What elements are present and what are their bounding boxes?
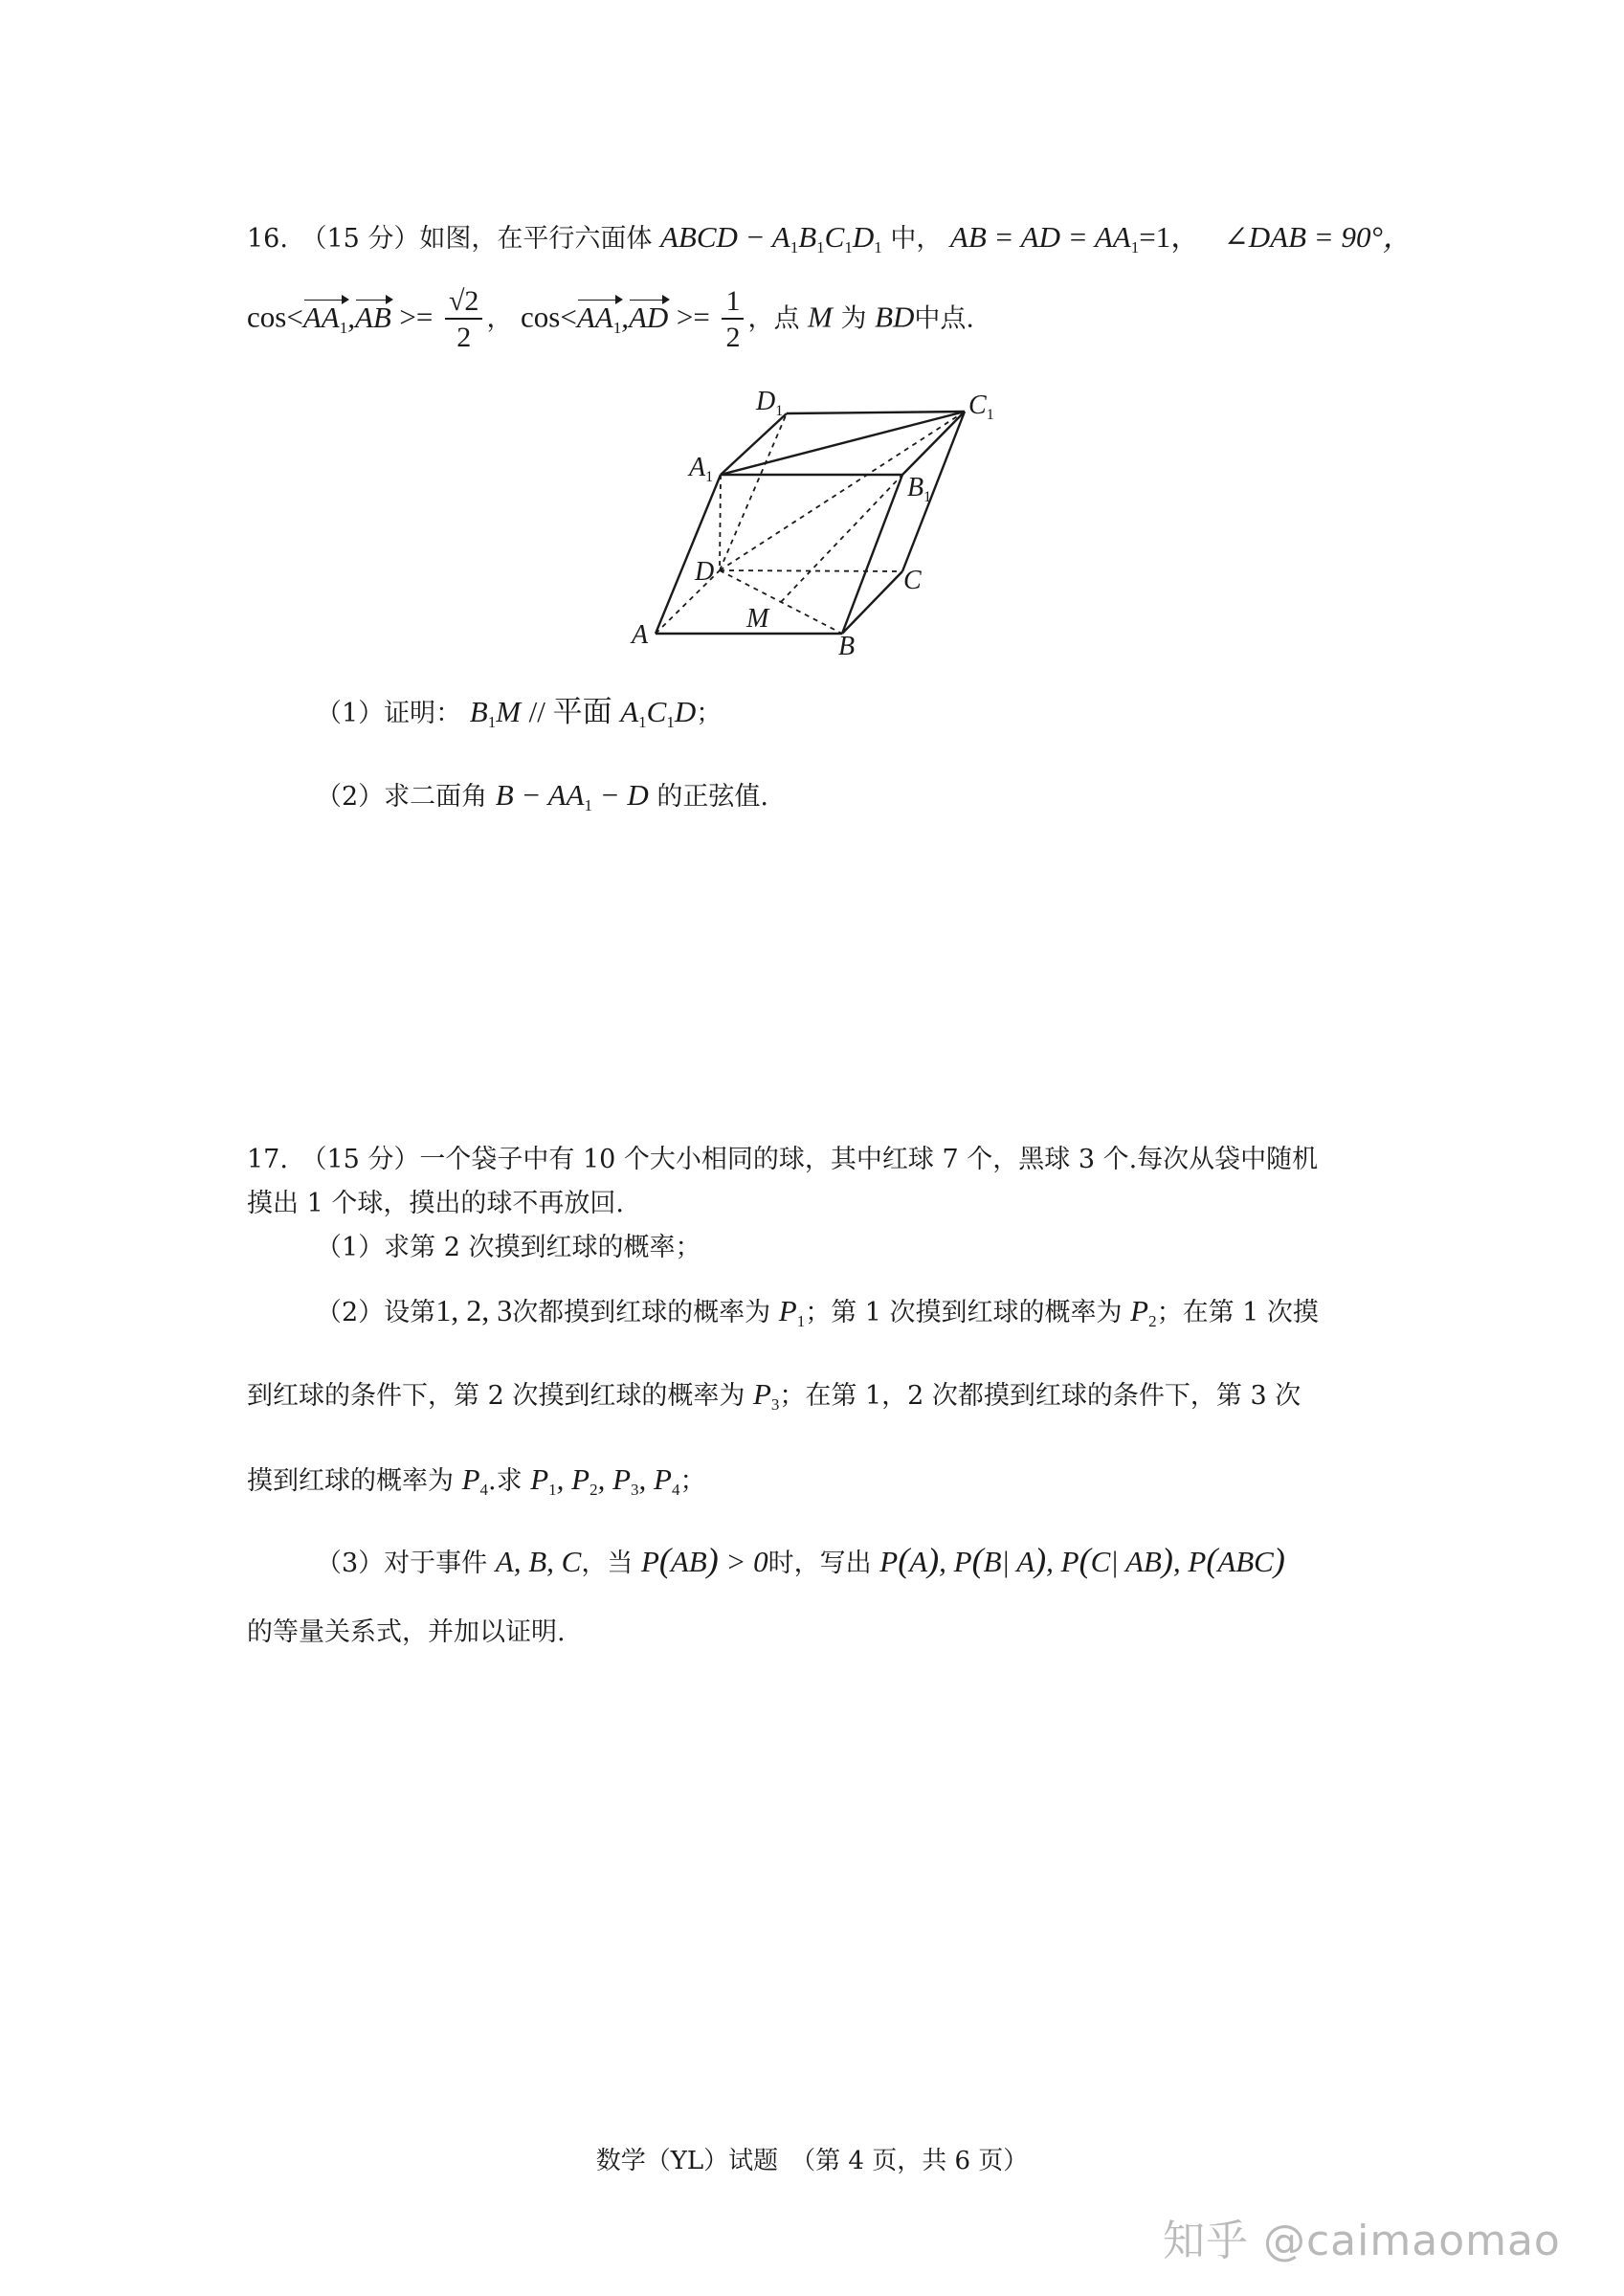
q17-sub2-e: 到红球的条件下，第 2 次摸到红球的概率为 <box>247 1381 745 1411</box>
q16-sep: ， <box>486 303 513 334</box>
label-d: D <box>695 557 715 587</box>
label-c1: $C_1$ <box>968 390 994 423</box>
q16-line2 <box>247 287 1395 352</box>
edge-dd1-dashed <box>720 413 787 570</box>
q17-sub3-b: ，当 <box>581 1549 634 1578</box>
q17-sub3-c: 时，写出 <box>768 1549 872 1578</box>
q17-sub2-g: 摸到红球的概率为 <box>247 1466 454 1496</box>
edge-b1c1 <box>902 412 965 475</box>
parallelepiped-figure <box>612 373 1053 680</box>
edge-d1c1 <box>787 412 965 413</box>
line-a1d-dashed <box>720 475 721 570</box>
q17-sub3-a: （3）对于事件 <box>316 1549 488 1578</box>
q16-sub2 <box>316 780 1464 814</box>
q17-sub3-line1 <box>316 1543 1464 1577</box>
q17-sub3-line2: 的等量关系式，并加以证明. <box>247 1617 566 1647</box>
label-a: A <box>632 620 649 650</box>
q16-frac-sqrt2: $\frac{√2}{2}$ <box>445 287 482 352</box>
q16-sub2-end: 的正弦值. <box>656 782 768 812</box>
label-m: M <box>746 604 769 634</box>
q16-angle: ∠DAB = 90°， <box>1223 220 1413 254</box>
q16-solid-name: ABCD − $A_1B_1C_1D_1$ <box>659 220 882 256</box>
label-a1: $A_1$ <box>689 453 714 485</box>
q16-eq-tail: =1， <box>1139 220 1201 254</box>
q16-frac-half: $\frac{1}{2}$ <box>722 287 744 352</box>
q17-sub2-line2 <box>247 1379 1395 1413</box>
q16-seg-bd: BD <box>875 300 915 334</box>
line-mb1-dashed <box>781 475 902 602</box>
q16-equality: AB = AD = $AA_1$ <box>949 220 1140 256</box>
q17-condition: P(AB) > 0 <box>640 1541 768 1579</box>
q16-sub1-label: （1）证明： <box>316 699 462 728</box>
label-d1: $D_1$ <box>756 387 784 419</box>
q16-sub1-plane: $A_1C_1D$ <box>620 695 697 731</box>
q16-sub1-end: ； <box>696 699 723 728</box>
label-b1: $B_1$ <box>907 473 932 505</box>
q17-p1: $P_1$ <box>778 1294 806 1330</box>
edge-bb1 <box>842 475 902 634</box>
q16-in: 中， <box>890 224 943 254</box>
q16-sub2-label: （2）求二面角 <box>316 782 488 812</box>
q17-line2: 摸出 1 个球，摸出的球不再放回. <box>247 1189 624 1218</box>
q16-line1 <box>247 220 1413 256</box>
q17-probabilities: P(A), P(B| A), P(C| AB), P(ABC) <box>879 1541 1285 1579</box>
q17-events: A, B, C <box>495 1545 582 1578</box>
q17-sub2-a: （2）设第 <box>316 1298 436 1327</box>
label-c: C <box>903 566 922 595</box>
q17-sub2-i: ； <box>679 1466 706 1496</box>
q17-p2: $P_2$ <box>1130 1294 1157 1330</box>
q16-point-text: ，点 <box>747 303 800 334</box>
watermark: 知乎 @caimaomao <box>1163 2217 1561 2265</box>
q17-sub2-b: 次都摸到红球的概率为 <box>512 1298 771 1327</box>
q17-sub1: （1）求第 2 次摸到红球的概率； <box>316 1233 701 1262</box>
page-footer: 数学（YL）试题 （第 4 页，共 6 页） <box>595 2147 1029 2175</box>
q16-cos1-close: >= <box>399 300 434 334</box>
q16-cos2-label: cos< <box>521 300 577 334</box>
q16-cos2-close: >= <box>676 300 710 334</box>
q17-sub2-d: ；在第 1 次摸 <box>1156 1298 1319 1327</box>
q16-sub1 <box>316 697 1464 730</box>
q16-mid-text: 为 <box>840 303 867 334</box>
q17-p4: $P_4$ <box>461 1462 489 1499</box>
edge-dc-dashed <box>720 570 902 571</box>
q17-sub2-c: ；第 1 次摸到红球的概率为 <box>805 1298 1123 1327</box>
q16-cos1-label: cos< <box>247 300 303 334</box>
q17-sub2-f: ；在第 1，2 次都摸到红球的条件下，第 3 次 <box>779 1381 1301 1411</box>
q16-vec-ad: $AA_1,AD$ <box>576 300 669 337</box>
diag-a1c1 <box>721 412 965 475</box>
q16-vec-aa1: $AA_1,AB$ <box>302 300 391 337</box>
q16-sub1-mid: // 平面 <box>528 695 612 728</box>
q16-sub1-b1m: $B_1M$ <box>469 695 522 731</box>
q17-p-list: $P_1$, $P_2$, $P_3$, $P_4$ <box>530 1462 680 1499</box>
q17-sub2-line3 <box>247 1464 1395 1498</box>
q16-point-m: M <box>808 300 833 334</box>
edge-aa1 <box>656 475 721 634</box>
q16-header: 16. （15 分）如图，在平行六面体 <box>247 224 653 254</box>
q17-sub2-h: .求 <box>488 1466 523 1496</box>
q16-mid-tail: 中点. <box>914 303 974 334</box>
q17-line1: 17. （15 分）一个袋子中有 10 个大小相同的球，其中红球 7 个，黑球 3 个.每次从袋中随机 <box>247 1145 1319 1174</box>
q17-p3: $P_3$ <box>752 1377 780 1414</box>
label-b: B <box>838 632 856 661</box>
edge-bc-solid <box>842 571 902 634</box>
q16-sub2-angle: $B - AA_1 - D$ <box>495 778 649 814</box>
q17-sub2-line1 <box>316 1295 1464 1329</box>
q17-sub2-nums: 1, 2, 3 <box>435 1293 513 1327</box>
